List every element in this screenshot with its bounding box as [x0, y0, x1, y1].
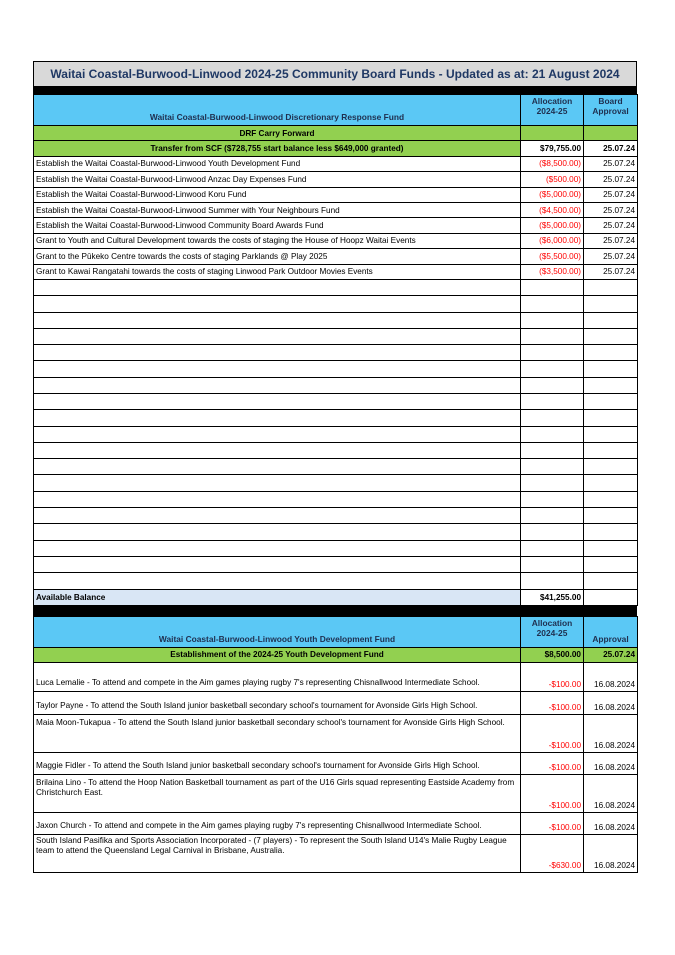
table-row: [34, 156, 638, 171]
drf-transfer-desc: Transfer from SCF ($728,755 start balance less $649,000 granted): [34, 141, 521, 156]
row-desc: South Island Pasifika and Sports Association Incorporated - (7 players) - To represent the South Island U14's Malie Rugby League team to attend the Queensland Legal Carnival in Brisbane, Australia.: [34, 834, 521, 872]
row-amount: ($5,000.00): [521, 187, 584, 202]
row-desc: Maggie Fidler - To attend the South Island junior basketball secondary school's tournament for Avonside Girls High School.: [34, 752, 521, 774]
divider-bar: [33, 87, 637, 94]
row-date: 16.08.2024: [584, 691, 638, 714]
empty-row: [34, 345, 638, 361]
ydf-establishment-amount: $8,500.00: [521, 647, 584, 662]
drf-transfer-amount: $79,755.00: [521, 141, 584, 156]
row-date: 25.07.24: [584, 156, 638, 171]
empty-row: [34, 312, 638, 328]
ydf-header-row: [34, 616, 638, 647]
row-desc: Establish the Waitai Coastal-Burwood-Linwood Koru Fund: [34, 187, 521, 202]
table-row: [34, 202, 638, 217]
row-amount: -$100.00: [521, 662, 584, 691]
empty-row: [34, 410, 638, 426]
available-balance-amount: $41,255.00: [521, 589, 584, 605]
table-row: [34, 774, 638, 812]
table-row: [34, 187, 638, 202]
table-row: [34, 714, 638, 752]
row-amount: ($5,500.00): [521, 249, 584, 264]
table-row: [34, 218, 638, 233]
row-desc: Establish the Waitai Coastal-Burwood-Linwood Summer with Your Neighbours Fund: [34, 202, 521, 217]
page-title: Waitai Coastal-Burwood-Linwood 2024-25 Community Board Funds - Updated as at: 21 August 2024: [33, 61, 637, 87]
empty-row: [34, 573, 638, 589]
empty-row: [34, 426, 638, 442]
empty-row: [34, 540, 638, 556]
row-date: 16.08.2024: [584, 752, 638, 774]
drf-transfer-date: 25.07.24: [584, 141, 638, 156]
row-desc: Taylor Payne - To attend the South Island junior basketball secondary school's tournament for Avonside Girls High School.: [34, 691, 521, 714]
ydf-establishment-date: 25.07.24: [584, 647, 638, 662]
row-amount: ($500.00): [521, 172, 584, 187]
row-amount: -$630.00: [521, 834, 584, 872]
row-date: 25.07.24: [584, 264, 638, 279]
row-date: 25.07.24: [584, 249, 638, 264]
empty-row: [34, 393, 638, 409]
row-desc: Luca Lemalie - To attend and compete in the Aim games playing rugby 7's representing Chisnallwood Intermediate School.: [34, 662, 521, 691]
row-date: 16.08.2024: [584, 812, 638, 834]
empty-row: [34, 524, 638, 540]
row-date: 16.08.2024: [584, 662, 638, 691]
row-date: 16.08.2024: [584, 834, 638, 872]
row-amount: -$100.00: [521, 691, 584, 714]
table-row: [34, 264, 638, 279]
empty-row: [34, 508, 638, 524]
table-row: [34, 233, 638, 248]
row-desc: Grant to Kawai Rangatahi towards the costs of staging Linwood Park Outdoor Movies Events: [34, 264, 521, 279]
table-row: [34, 812, 638, 834]
drf-transfer-row: [34, 141, 638, 156]
row-date: 25.07.24: [584, 218, 638, 233]
row-amount: ($4,500.00): [521, 202, 584, 217]
empty-row: [34, 556, 638, 572]
row-date: 25.07.24: [584, 233, 638, 248]
funds-sheet: [33, 61, 637, 873]
row-amount: -$100.00: [521, 812, 584, 834]
row-amount: ($8,500.00): [521, 156, 584, 171]
empty-row: [34, 377, 638, 393]
empty-row: [34, 475, 638, 491]
empty-row: [34, 328, 638, 344]
empty-row: [34, 491, 638, 507]
empty-rows: [34, 279, 638, 589]
empty-row: [34, 361, 638, 377]
drf-allocation-header: Allocation 2024-25: [521, 95, 584, 126]
row-date: 25.07.24: [584, 172, 638, 187]
table-row: [34, 752, 638, 774]
row-date: 16.08.2024: [584, 774, 638, 812]
drf-table: [33, 94, 638, 606]
drf-approval-header: Board Approval: [584, 95, 638, 126]
row-amount: ($6,000.00): [521, 233, 584, 248]
row-desc: Grant to the Pūkeko Centre towards the costs of staging Parklands @ Play 2025: [34, 249, 521, 264]
row-desc: Jaxon Church - To attend and compete in the Aim games playing rugby 7's representing Chisnallwood Intermediate School.: [34, 812, 521, 834]
row-desc: Establish the Waitai Coastal-Burwood-Linwood Anzac Day Expenses Fund: [34, 172, 521, 187]
empty-row: [34, 279, 638, 295]
ydf-fund-name: Waitai Coastal-Burwood-Linwood Youth Development Fund: [34, 616, 521, 647]
drf-carry-forward-row: [34, 126, 638, 141]
empty-row: [34, 296, 638, 312]
row-date: 25.07.24: [584, 202, 638, 217]
ydf-approval-header: Approval: [584, 616, 638, 647]
ydf-establishment-desc: Establishment of the 2024-25 Youth Development Fund: [34, 647, 521, 662]
table-row: [34, 249, 638, 264]
divider-bar: [33, 606, 637, 616]
row-desc: Brilaina Lino - To attend the Hoop Nation Basketball tournament as part of the U16 Girls squad representing Eastside Academy from Christchurch East.: [34, 774, 521, 812]
row-desc: Establish the Waitai Coastal-Burwood-Linwood Community Board Awards Fund: [34, 218, 521, 233]
row-amount: -$100.00: [521, 714, 584, 752]
ydf-allocation-header: Allocation 2024-25: [521, 616, 584, 647]
row-desc: Grant to Youth and Cultural Development towards the costs of staging the House of Hoopz Waitai Events: [34, 233, 521, 248]
row-desc: Maia Moon-Tukapua - To attend the South Island junior basketball secondary school's tournament for Avonside Girls High School.: [34, 714, 521, 752]
row-amount: ($3,500.00): [521, 264, 584, 279]
row-amount: -$100.00: [521, 774, 584, 812]
drf-fund-name: Waitai Coastal-Burwood-Linwood Discretionary Response Fund: [34, 95, 521, 126]
row-amount: -$100.00: [521, 752, 584, 774]
row-date: 16.08.2024: [584, 714, 638, 752]
table-row: [34, 172, 638, 187]
empty-row: [34, 442, 638, 458]
table-row: [34, 691, 638, 714]
drf-header-row: [34, 95, 638, 126]
available-balance-row: [34, 589, 638, 605]
drf-carry-forward-label: DRF Carry Forward: [34, 126, 521, 141]
row-amount: ($5,000.00): [521, 218, 584, 233]
available-balance-label: Available Balance: [34, 589, 521, 605]
table-row: [34, 662, 638, 691]
ydf-establishment-row: [34, 647, 638, 662]
empty-row: [34, 459, 638, 475]
row-desc: Establish the Waitai Coastal-Burwood-Linwood Youth Development Fund: [34, 156, 521, 171]
ydf-table: [33, 616, 638, 873]
row-date: 25.07.24: [584, 187, 638, 202]
table-row: [34, 834, 638, 872]
